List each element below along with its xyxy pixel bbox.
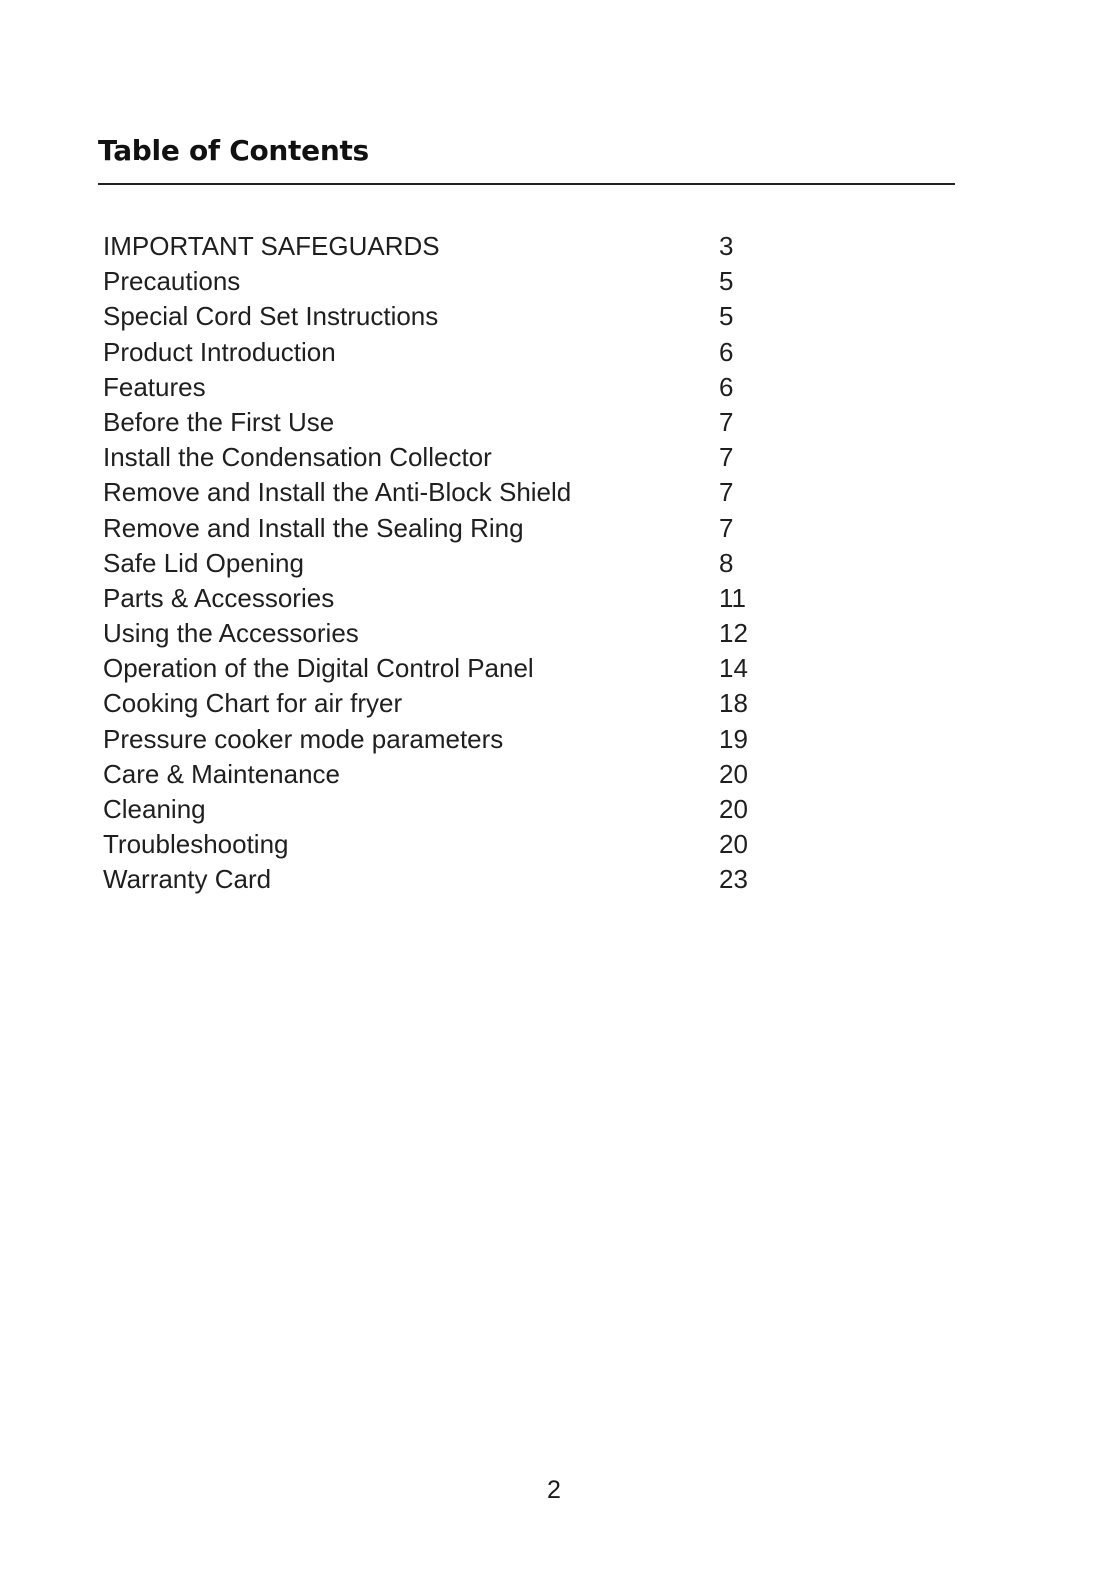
toc-entry[interactable] xyxy=(103,229,763,264)
toc-entry-page: 3 xyxy=(719,231,734,261)
toc-entry-page: 5 xyxy=(719,266,734,297)
toc-entry[interactable] xyxy=(103,475,763,510)
toc-entry-title: Remove and Install the Sealing Ring xyxy=(103,512,524,543)
toc-entry[interactable] xyxy=(103,686,763,721)
toc-entry-page: 12 xyxy=(719,618,748,649)
toc-entry[interactable] xyxy=(103,827,763,862)
title-divider xyxy=(98,183,955,185)
toc-entry-title: Cleaning xyxy=(103,794,206,824)
toc-entry-title: Install the Condensation Collector xyxy=(103,442,492,473)
toc-entry-page: 7 xyxy=(719,406,734,437)
toc-entry-title: IMPORTANT SAFEGUARDS xyxy=(103,231,440,261)
toc-entry[interactable] xyxy=(103,335,763,370)
toc-entry-page: 7 xyxy=(719,512,734,543)
toc-entry-page: 6 xyxy=(719,371,734,402)
page-title: Table of Contents xyxy=(98,134,369,167)
toc-entry[interactable] xyxy=(103,405,763,440)
toc-entry-page: 20 xyxy=(719,794,748,824)
toc-entry-title: Precautions xyxy=(103,266,241,297)
toc-entry-title: Safe Lid Opening xyxy=(103,547,304,578)
toc-list xyxy=(103,229,763,898)
toc-entry-page: 14 xyxy=(719,653,748,684)
toc-entry-title: Pressure cooker mode parameters xyxy=(103,723,504,754)
toc-entry[interactable] xyxy=(103,264,763,299)
toc-entry-title: Parts & Accessories xyxy=(103,582,335,613)
toc-entry-title: Using the Accessories xyxy=(103,618,359,649)
toc-entry-page: 8 xyxy=(719,547,734,578)
toc-entry-title: Cooking Chart for air fryer xyxy=(103,688,403,719)
toc-entry[interactable] xyxy=(103,546,763,581)
toc-entry-title: Troubleshooting xyxy=(103,829,289,860)
toc-entry[interactable] xyxy=(103,299,763,334)
toc-entry-page: 7 xyxy=(719,477,734,508)
toc-entry[interactable] xyxy=(103,440,763,475)
page-number: 2 xyxy=(547,1476,561,1504)
toc-entry-page: 7 xyxy=(719,442,734,473)
toc-entry-page: 20 xyxy=(719,829,748,860)
toc-entry[interactable] xyxy=(103,581,763,616)
toc-entry[interactable] xyxy=(103,862,763,897)
toc-entry-title: Special Cord Set Instructions xyxy=(103,301,439,332)
toc-entry-title: Operation of the Digital Control Panel xyxy=(103,653,534,684)
toc-entry-page: 20 xyxy=(719,758,748,789)
toc-entry[interactable] xyxy=(103,616,763,651)
toc-entry-title: Before the First Use xyxy=(103,406,335,437)
toc-entry-page: 6 xyxy=(719,336,734,367)
toc-entry[interactable] xyxy=(103,722,763,757)
toc-entry[interactable] xyxy=(103,757,763,792)
toc-entry-title: Care & Maintenance xyxy=(103,758,341,789)
toc-entry-page: 19 xyxy=(719,723,748,754)
toc-entry-title: Warranty Card xyxy=(103,864,272,895)
toc-entry-page: 23 xyxy=(719,864,748,895)
toc-entry[interactable] xyxy=(103,511,763,546)
toc-entry-page: 5 xyxy=(719,301,734,332)
toc-entry-title: Features xyxy=(103,371,206,402)
toc-entry-page: 18 xyxy=(719,688,748,719)
toc-entry-title: Remove and Install the Anti-Block Shield xyxy=(103,477,572,508)
toc-entry[interactable] xyxy=(103,370,763,405)
toc-entry[interactable] xyxy=(103,651,763,686)
toc-entry[interactable] xyxy=(103,792,763,827)
toc-entry-title: Product Introduction xyxy=(103,336,336,367)
toc-entry-page: 11 xyxy=(719,582,746,613)
